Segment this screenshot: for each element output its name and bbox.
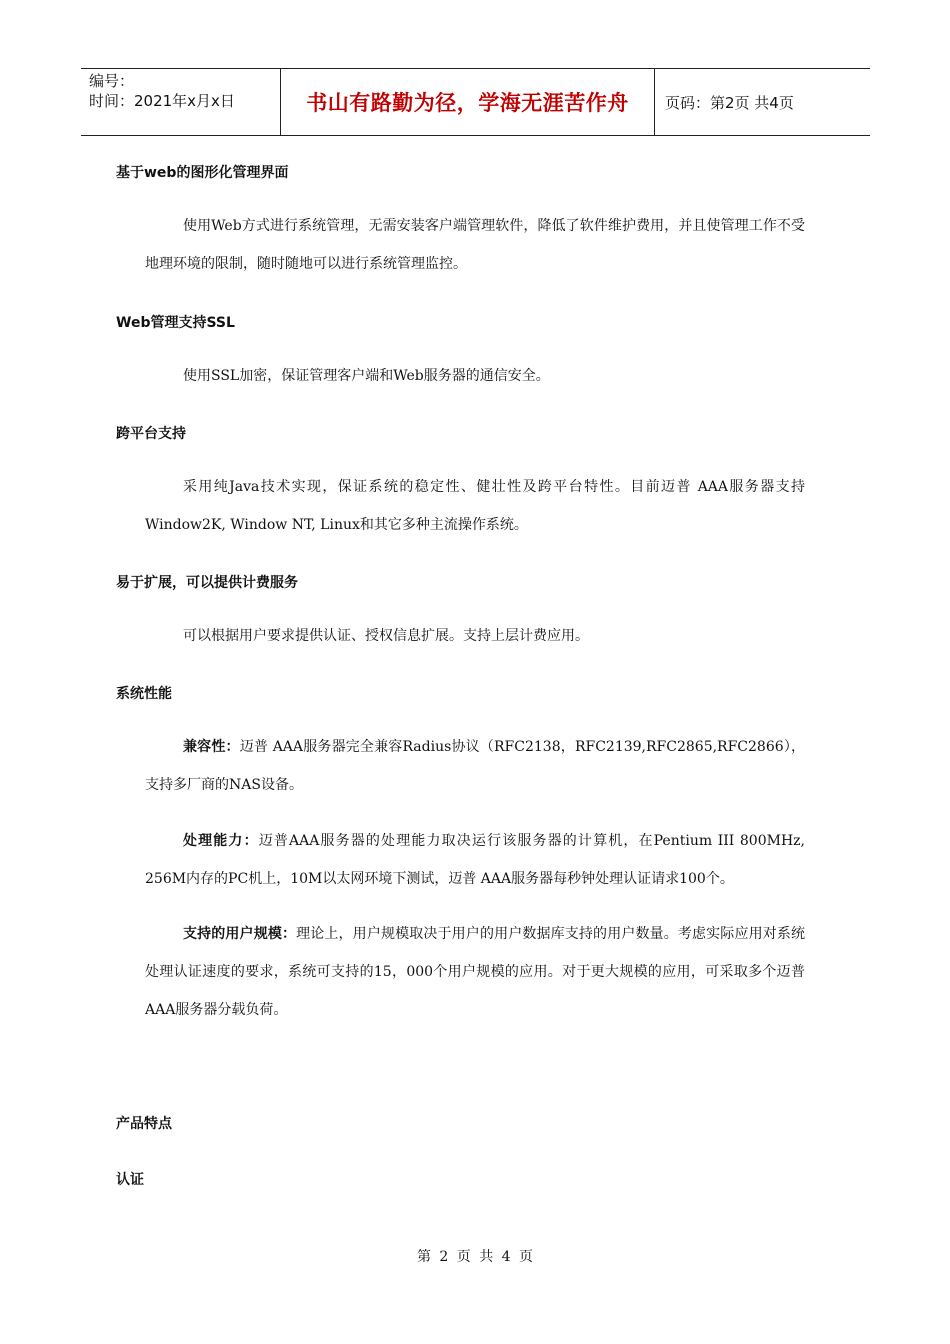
- performance-item: [145, 728, 805, 804]
- section-heading: 认证: [116, 1172, 144, 1188]
- document-time: 时间：2021年x月x日: [89, 92, 235, 110]
- section-paragraph: 采用纯Java技术实现，保证系统的稳定性、健壮性及跨平台特性。目前迈普 AAA服务器支持Window2K, Window NT, Linux和其它多种主流操作系统。: [145, 479, 805, 533]
- performance-text: 迈普AAA服务器的处理能力取决运行该服务器的计算机，在Pentium III 800MHz, 256M内存的PC机上，10M以太网环境下测试，迈普 AAA服务器每秒钟处理认证请求100个。: [145, 833, 805, 887]
- section-paragraph: 使用Web方式进行系统管理，无需安装客户端管理软件，降低了软件维护费用，并且使管理工作不受地理环境的限制，随时随地可以进行系统管理监控。: [145, 218, 805, 272]
- section-heading: 基于web的图形化管理界面: [116, 165, 289, 181]
- performance-item: [145, 915, 805, 1029]
- section-paragraph: 可以根据用户要求提供认证、授权信息扩展。支持上层计费应用。: [183, 628, 589, 644]
- performance-item: [145, 822, 805, 898]
- performance-text: 理论上，用户规模取决于用户的用户数据库支持的用户数量。考虑实际应用对系统处理认证速度的要求，系统可支持的15，000个用户规模的应用。对于更大规模的应用，可采取多个迈普AAA服务器分载负荷。: [145, 926, 806, 1018]
- performance-text: 迈普 AAA服务器完全兼容Radius协议（RFC2138，RFC2139,RFC2865,RFC2866）， 支持多厂商的NAS设备。: [145, 739, 806, 793]
- document-number-label: 编号：: [89, 72, 135, 90]
- header-motto: 书山有路勤为径，学海无涯苦作舟: [281, 69, 655, 135]
- performance-label: 支持的用户规模：: [183, 926, 297, 942]
- section-heading: 跨平台支持: [116, 426, 186, 442]
- section-heading: 系统性能: [116, 686, 172, 702]
- section-heading: Web管理支持SSL: [116, 315, 235, 331]
- section-heading: 易于扩展，可以提供计费服务: [116, 575, 298, 591]
- header-meta: [81, 69, 281, 135]
- section-heading: 产品特点: [116, 1116, 172, 1132]
- section-paragraph: 使用SSL加密，保证管理客户端和Web服务器的通信安全。: [183, 368, 550, 384]
- page-header: [81, 68, 870, 136]
- performance-label: 兼容性：: [183, 739, 240, 755]
- page-footer: 第 2 页 共 4 页: [416, 1249, 534, 1265]
- header-page-info: 页码：第2页 共4页: [665, 93, 794, 112]
- performance-label: 处理能力：: [183, 833, 259, 849]
